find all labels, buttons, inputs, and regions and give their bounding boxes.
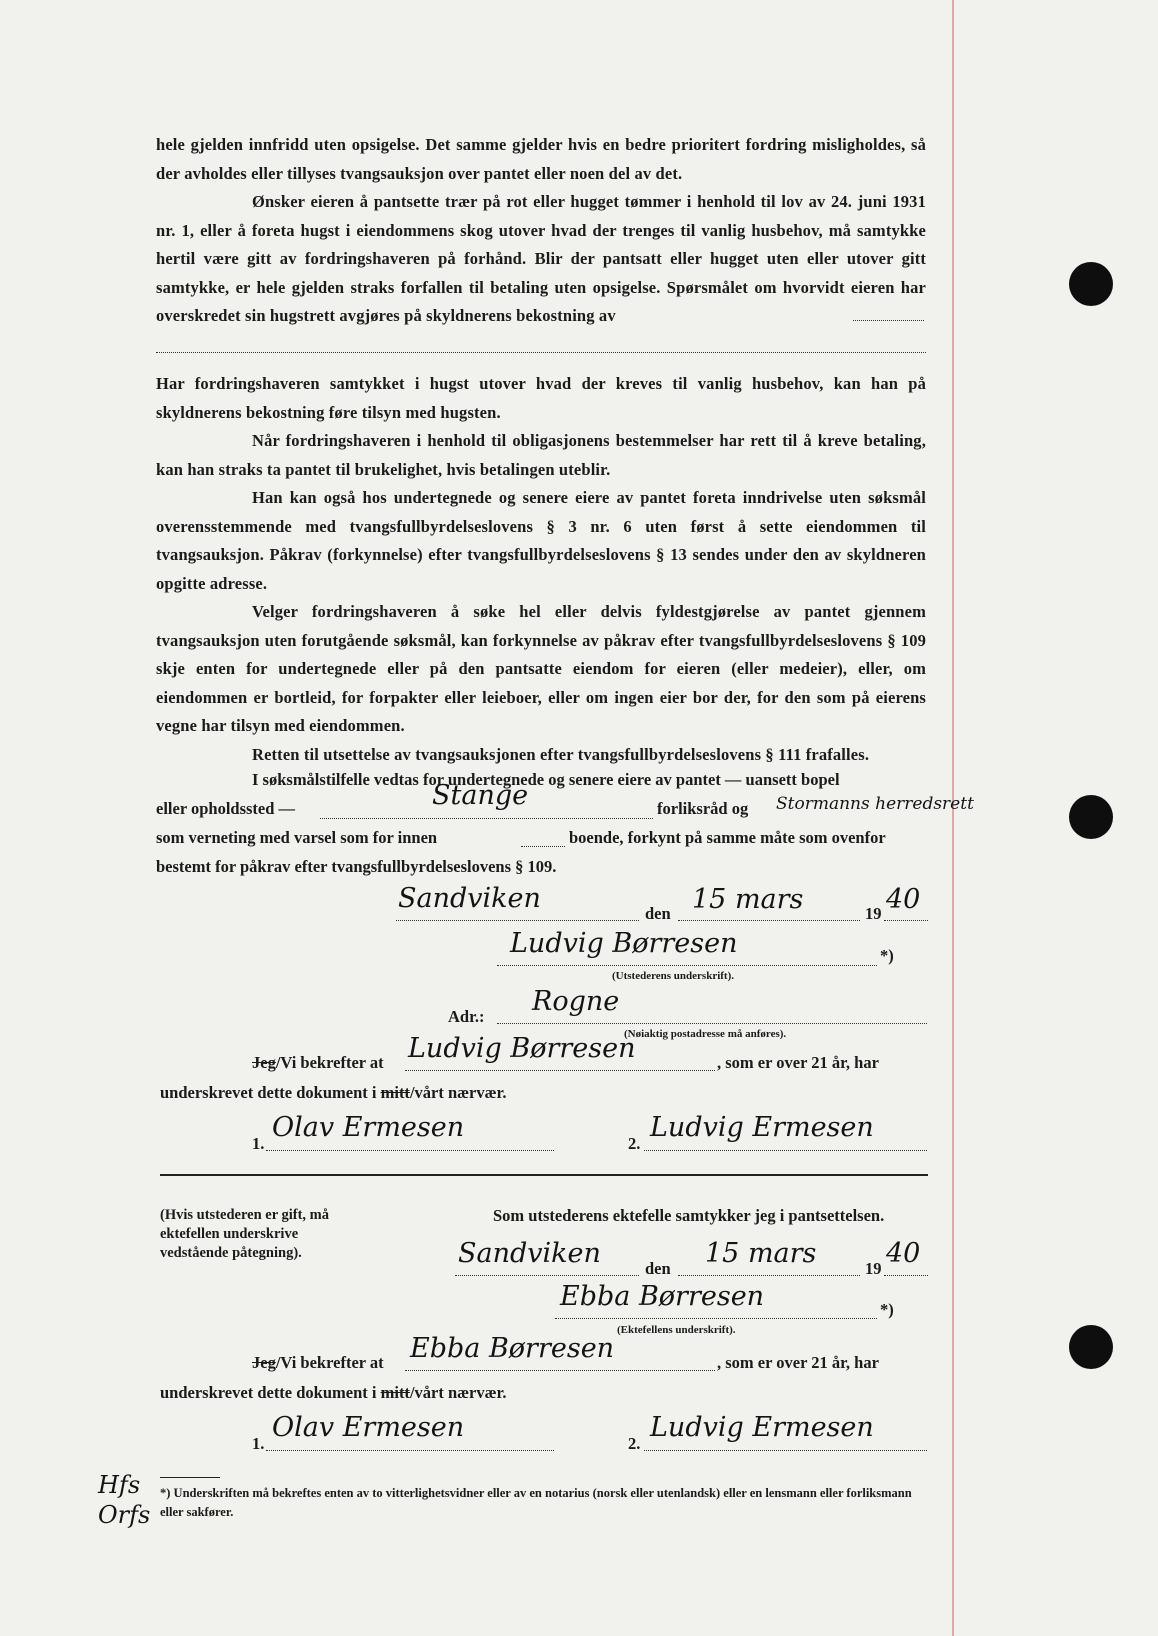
witness-line-2: underskrevet dette dokument i mitt/vårt nærvær. bbox=[160, 1083, 507, 1102]
year-prefix: 19 bbox=[865, 904, 882, 923]
witness-number-1: 1. bbox=[252, 1134, 265, 1153]
blank-line bbox=[320, 818, 653, 819]
blank-line bbox=[853, 320, 924, 321]
venue-line-2b: forliksråd og bbox=[657, 799, 749, 818]
handwritten-witness-2: Ludvig Ermesen bbox=[650, 1112, 874, 1143]
signature-caption: (Ektefellens underskrift). bbox=[617, 1324, 736, 1336]
punch-hole bbox=[1069, 795, 1113, 839]
signature-line bbox=[266, 1150, 554, 1151]
blank-line bbox=[405, 1370, 715, 1371]
handwritten-year: 40 bbox=[886, 884, 921, 915]
handwritten-name: Ebba Børresen bbox=[410, 1333, 615, 1364]
signature-line bbox=[555, 1318, 877, 1319]
blank-line bbox=[521, 846, 565, 847]
enforcement-paragraph: Han kan også hos undertegnede og senere eiere av pantet foreta inndrivelse uten søksmål overensstemmende med tvangsfullbyrdelseslovens § 3 nr. 6 uten først å sette eiendommen til tvangsauksjon. Påkrav (forkynnelse) efter tvangsfullbyrdelseslovens § 13 sendes under den av skyldneren opgitte adresse. bbox=[156, 488, 926, 593]
spouse-note: (Hvis utstederen er gift, må ektefellen underskrive vedstående påtegning). bbox=[160, 1207, 330, 1261]
punch-hole bbox=[1069, 1325, 1113, 1369]
handwritten-witness-1: Olav Ermesen bbox=[272, 1412, 465, 1443]
handwritten-place: Sandviken bbox=[458, 1238, 601, 1269]
handwritten-year: 40 bbox=[886, 1238, 921, 1269]
punch-hole bbox=[1069, 262, 1113, 306]
blank-line bbox=[884, 920, 928, 921]
signature-caption: (Utstederens underskrift). bbox=[612, 970, 735, 982]
forest-paragraph: Ønsker eieren å pantsette trær på rot eller hugget tømmer i henhold til lov av 24. juni 1931 nr. 1, eller å foreta hugst i eiendommens skog utover hvad der trenges til vanlig husbehov, må samtykke hertil være gitt av fordringshaveren på forhånd. Blir der pantsatt eller hugget uten eller utover gitt samtykke, er hele gjelden straks forfallen til betaling uten opsigelse. Spørsmålet om hvorvidt eieren har overskredet sin hugstrett avgjøres på skyldnerens bekostning av bbox=[156, 192, 926, 326]
witness-line-1: Jeg/Vi bekrefter at bbox=[252, 1353, 384, 1372]
section-divider bbox=[160, 1174, 928, 1176]
venue-line-2a: eller opholdssted — bbox=[156, 799, 296, 818]
blank-line bbox=[884, 1275, 928, 1276]
handwritten-signature: Ebba Børresen bbox=[560, 1281, 765, 1312]
venue-line-3b: boende, forkynt på samme måte som ovenfor bbox=[569, 828, 886, 847]
witness-line-2: underskrevet dette dokument i mitt/vårt nærvær. bbox=[160, 1383, 507, 1402]
handwritten-address: Rogne bbox=[532, 986, 620, 1017]
address-caption: (Nøiaktig postadresse må anføres). bbox=[624, 1028, 787, 1040]
address-label: Adr.: bbox=[448, 1007, 485, 1026]
year-prefix: 19 bbox=[865, 1259, 882, 1278]
margin-red-line bbox=[952, 0, 954, 1636]
footnote: *) Underskriften må bekreftes enten av to vitterlighetsvidner eller av en notarius (norsk eller utenlandsk) eller en lensmann eller forliksmann eller sakfører. bbox=[160, 1486, 912, 1519]
supervision-paragraph: Har fordringshaveren samtykket i hugst utover hvad der kreves til vanlig husbehov, kan han på skyldnerens bekostning føre tilsyn med hugsten. bbox=[156, 374, 926, 422]
venue-line-1: I søksmålstilfelle vedtas for undertegnede og senere eiere av pantet — uansett bopel bbox=[252, 770, 840, 789]
footnote-marker: *) bbox=[880, 946, 894, 965]
handwritten-date: 15 mars bbox=[705, 1238, 817, 1269]
handwritten-court: Stormanns herredsrett bbox=[776, 794, 974, 814]
handwritten-date: 15 mars bbox=[692, 884, 804, 915]
signature-line bbox=[497, 965, 877, 966]
handwritten-place: Stange bbox=[432, 780, 529, 811]
footnote-rule bbox=[160, 1477, 220, 1478]
den-label: den bbox=[645, 1259, 671, 1278]
witness-line-1-rest: , som er over 21 år, har bbox=[717, 1353, 879, 1372]
handwritten-signature: Ludvig Børresen bbox=[510, 928, 738, 959]
witness-line-1-rest: , som er over 21 år, har bbox=[717, 1053, 879, 1072]
blank-line bbox=[405, 1070, 715, 1071]
signature-line bbox=[266, 1450, 554, 1451]
blank-line bbox=[156, 352, 926, 353]
address-line bbox=[497, 1023, 927, 1024]
venue-line-4: bestemt for påkrav efter tvangsfullbyrdelseslovens § 109. bbox=[156, 857, 557, 876]
blank-line bbox=[455, 1275, 639, 1276]
blank-line bbox=[396, 920, 639, 921]
handwritten-witness-2: Ludvig Ermesen bbox=[650, 1412, 874, 1443]
signature-line bbox=[644, 1450, 927, 1451]
witness-number-2: 2. bbox=[628, 1134, 641, 1153]
den-label: den bbox=[645, 904, 671, 923]
handwritten-witness-1: Olav Ermesen bbox=[272, 1112, 465, 1143]
witness-number-2: 2. bbox=[628, 1434, 641, 1453]
auction-paragraph: Velger fordringshaveren å søke hel eller delvis fyldestgjørelse av pantet gjennem tvangsauksjon uten forutgående søksmål, kan forkynnelse av påkrav efter tvangsfullbyrdelseslovens § 109 skje enten for undertegnede eller på den pantsatte eiendom for eieren (eller medeier), eller, om eiendommen er bortleid, for forpakter eller leieboer, eller om ingen eier bor der, for den som på eierens vegne har tilsyn med eiendommen. bbox=[156, 602, 926, 736]
blank-line bbox=[678, 1275, 860, 1276]
waiver-paragraph: Retten til utsettelse av tvangsauksjonen efter tvangsfullbyrdelseslovens § 111 frafalles. bbox=[252, 745, 870, 764]
witness-number-1: 1. bbox=[252, 1434, 265, 1453]
footnote-marker: *) bbox=[880, 1300, 894, 1319]
venue-line-3a: som verneting med varsel som for innen bbox=[156, 828, 438, 847]
handwritten-name: Ludvig Børresen bbox=[408, 1033, 636, 1064]
witness-line-1: Jeg/Vi bekrefter at bbox=[252, 1053, 384, 1072]
margin-annotation: Hfs Orfs bbox=[98, 1471, 151, 1529]
handwritten-place: Sandviken bbox=[398, 883, 541, 914]
blank-line bbox=[678, 920, 860, 921]
spouse-consent: Som utstederens ektefelle samtykker jeg i pantsettelsen. bbox=[493, 1206, 885, 1225]
payment-paragraph: Når fordringshaveren i henhold til obligasjonens bestemmelser har rett til å kreve betaling, kan han straks ta pantet til brukelighet, hvis betalingen uteblir. bbox=[156, 431, 926, 479]
signature-line bbox=[644, 1150, 927, 1151]
intro-paragraph: hele gjelden innfridd uten opsigelse. Det samme gjelder hvis en bedre prioritert fordring misligholdes, så der avholdes eller tillyses tvangsauksjon over pantet eller noen del av det. bbox=[156, 135, 926, 183]
